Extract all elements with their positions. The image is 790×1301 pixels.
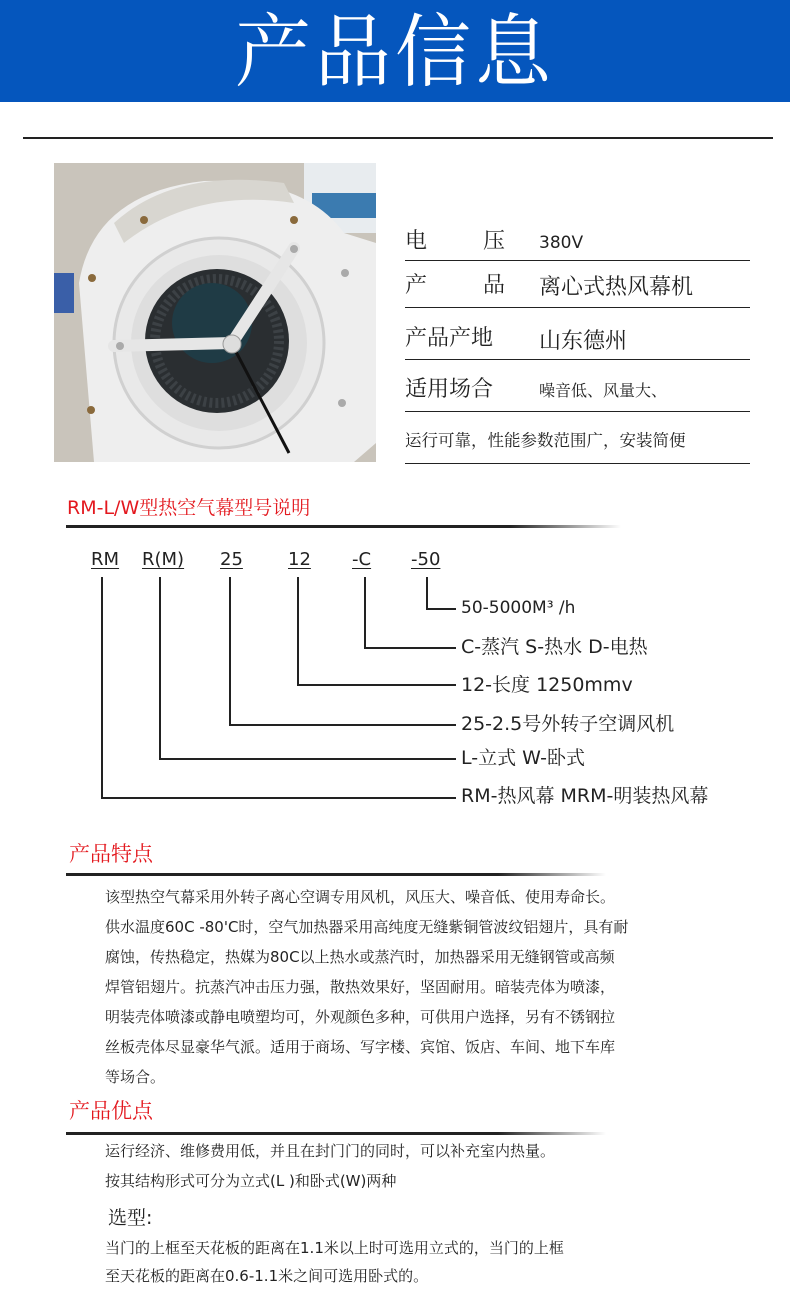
section-divider xyxy=(66,873,606,876)
selection-paragraph xyxy=(105,1234,745,1290)
text-line: 该型热空气幕采用外转子离心空调专用风机，风压大、噪音低、使用寿命长。 xyxy=(105,888,616,906)
text-line: 运行经济、维修费用低，并且在封门门的同时，可以补充室内热量。 xyxy=(105,1142,556,1160)
model-code-25: 25 xyxy=(220,549,243,570)
connector xyxy=(297,684,456,686)
text-line: 腐蚀，传热稳定，热媒为80C以上热水或蒸汽时，加热器采用无缝钢管或高频 xyxy=(105,948,615,966)
spec-table xyxy=(405,222,750,464)
spec-value: 山东德州 xyxy=(539,329,628,354)
connector xyxy=(229,577,231,726)
spec-value: 离心式热风幕机 xyxy=(539,275,694,300)
connector xyxy=(159,758,456,760)
selection-title: 选型: xyxy=(108,1207,153,1229)
features-paragraph xyxy=(105,882,745,1092)
model-code-12: 12 xyxy=(288,549,311,570)
spec-value: 噪音低、风量大、 xyxy=(539,381,668,400)
connector xyxy=(101,577,103,799)
spec-row-usage-cont xyxy=(405,412,750,464)
spec-row-voltage xyxy=(405,222,750,261)
legend-type: RM-热风幕 MRM-明装热风幕 xyxy=(461,785,709,807)
model-code-50: -50 xyxy=(411,549,441,570)
section-divider xyxy=(66,525,621,528)
legend-airflow: 50-5000M³ /h xyxy=(461,598,576,618)
spec-row-origin xyxy=(405,308,750,360)
text-line: 丝板壳体尽显豪华气派。适用于商场、写字楼、宾馆、饭店、车间、地下车库 xyxy=(105,1038,616,1056)
model-section-title: RM-L/W型热空气幕型号说明 xyxy=(67,497,311,519)
product-photo xyxy=(54,163,376,462)
spec-value: 380V xyxy=(539,233,584,253)
connector xyxy=(426,608,456,610)
legend-fan-model: 25-2.5号外转子空调风机 xyxy=(461,713,675,735)
model-code-c: -C xyxy=(352,549,372,570)
spec-row-product xyxy=(405,261,750,308)
connector xyxy=(364,647,456,649)
legend-orientation: L-立式 W-卧式 xyxy=(461,747,586,769)
page-title: 产品信息 xyxy=(235,4,555,99)
text-line: 当门的上框至天花板的距离在1.1米以上时可选用立式的，当门的上框 xyxy=(105,1239,564,1257)
spec-label: 品 xyxy=(483,273,506,298)
header-banner xyxy=(0,0,790,102)
features-title: 产品特点 xyxy=(69,842,153,866)
connector xyxy=(426,577,428,610)
text-line: 焊管铝翅片。抗蒸汽冲击压力强，散热效果好，坚固耐用。暗装壳体为喷漆， xyxy=(105,978,616,996)
text-line: 至天花板的距离在0.6-1.1米之间可选用卧式的。 xyxy=(105,1267,429,1285)
advantages-title: 产品优点 xyxy=(69,1099,153,1123)
legend-heating-medium: C-蒸汽 S-热水 D-电热 xyxy=(461,636,648,658)
text-line: 等场合。 xyxy=(105,1068,166,1086)
divider xyxy=(23,137,773,139)
text-line: 供水温度60C -80'C时，空气加热器采用高纯度无缝紫铜管波纹铝翅片，具有耐 xyxy=(105,918,629,936)
connector xyxy=(101,797,456,799)
spec-row-usage xyxy=(405,360,750,412)
text-line: 按其结构形式可分为立式(L )和卧式(W)两种 xyxy=(105,1172,397,1190)
connector xyxy=(159,577,161,760)
spec-label: 压 xyxy=(483,229,506,254)
section-divider xyxy=(66,1132,606,1135)
legend-length: 12-长度 1250mmv xyxy=(461,674,633,696)
model-code-r-m: R(M) xyxy=(142,549,185,570)
connector xyxy=(364,577,366,649)
connector xyxy=(297,577,299,686)
model-code-rm: RM xyxy=(91,549,120,570)
spec-label: 产 xyxy=(405,273,428,298)
spec-label: 产品产地 xyxy=(405,326,494,351)
connector xyxy=(229,724,456,726)
advantages-paragraph xyxy=(105,1136,745,1196)
text-line: 明装壳体喷漆或静电喷塑均可，外观颜色多种，可供用户选择，另有不锈钢拉 xyxy=(105,1008,616,1026)
spec-label: 适用场合 xyxy=(405,377,494,402)
spec-label: 电 xyxy=(405,229,428,254)
centrifugal-fan-image xyxy=(54,163,376,462)
spec-value: 运行可靠，性能参数范围广，安装简便 xyxy=(405,431,686,450)
